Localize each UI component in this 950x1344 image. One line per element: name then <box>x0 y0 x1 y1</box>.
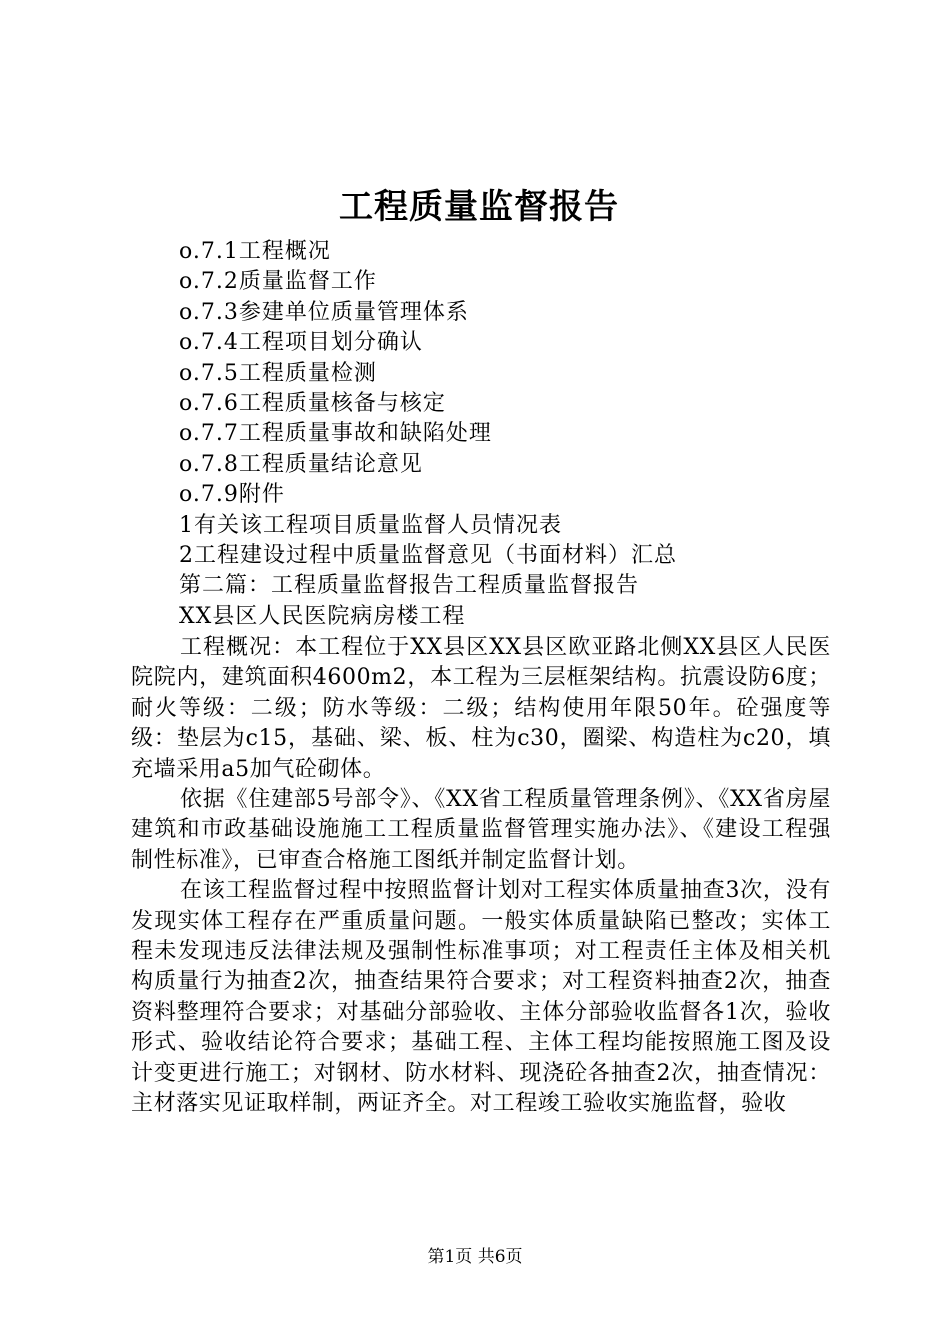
outline-item: o.7.1工程概况 <box>179 239 331 264</box>
attachment-item: 2工程建设过程中质量监督意见（书面材料）汇总 <box>179 542 677 568</box>
body-paragraph: 在该工程监督过程中按照监督计划对工程实体质量抽查3次，没有发现实体工程存在严重质量问题。一般实体质量缺陷已整改；实体工程未发现违反法律法规及强制性标准事项；对工程责任主体及相关机构质量行为抽查2次，抽查结果符合要求；对工程资料抽查2次，抽查资料整理符合要求；对基础分部验收、主体分部验收监督各1次，验收形式、验收结论符合要求；基础工程、主体工程均能按照施工图及设计变更进行施工；对钢材、防水材料、现浇砼各抽查2次，抽查情况：主材落实见证取样制，两证齐全。对工程竣工验收实施监督，验收 <box>131 878 831 1117</box>
outline-item: o.7.3参建单位质量管理体系 <box>179 299 469 325</box>
section-heading: 第二篇：工程质量监督报告工程质量监督报告 <box>179 573 640 599</box>
outline-item: o.7.4工程项目划分确认 <box>179 330 423 356</box>
body-paragraph: 工程概况：本工程位于XX县区XX县区欧亚路北侧XX县区人民医院院内，建筑面积4600m2，本工程为三层框架结构。抗震设防6度；耐火等级：二级；防水等级：二级；结构使用年限50年。砼强度等级：垫层为c15，基础、梁、板、柱为c30，圈梁、构造柱为c20，填充墙采用a5加气砼砌体。 <box>131 635 831 782</box>
project-name: XX县区人民医院病房楼工程 <box>179 603 466 629</box>
document-title: 工程质量监督报告 <box>339 187 619 227</box>
outline-item: o.7.5工程质量检测 <box>179 360 377 386</box>
outline-item: o.7.8工程质量结论意见 <box>179 451 423 477</box>
outline-list <box>179 237 879 632</box>
outline-item: o.7.9附件 <box>179 482 285 508</box>
outline-item: o.7.7工程质量事故和缺陷处理 <box>179 421 492 447</box>
body-paragraph: 依据《住建部5号部令》、《XX省工程质量管理条例》、《XX省房屋建筑和市政基础设施施工工程质量监督管理实施办法》、《建设工程强制性标准》，已审查合格施工图纸并制定监督计划。 <box>131 787 831 873</box>
outline-item: o.7.6工程质量核备与核定 <box>179 390 446 416</box>
attachment-item: 1有关该工程项目质量监督人员情况表 <box>179 512 562 538</box>
outline-item: o.7.2质量监督工作 <box>179 269 377 295</box>
page-number-footer: 第1页 共6页 <box>427 1247 523 1267</box>
document-body <box>131 633 831 1120</box>
